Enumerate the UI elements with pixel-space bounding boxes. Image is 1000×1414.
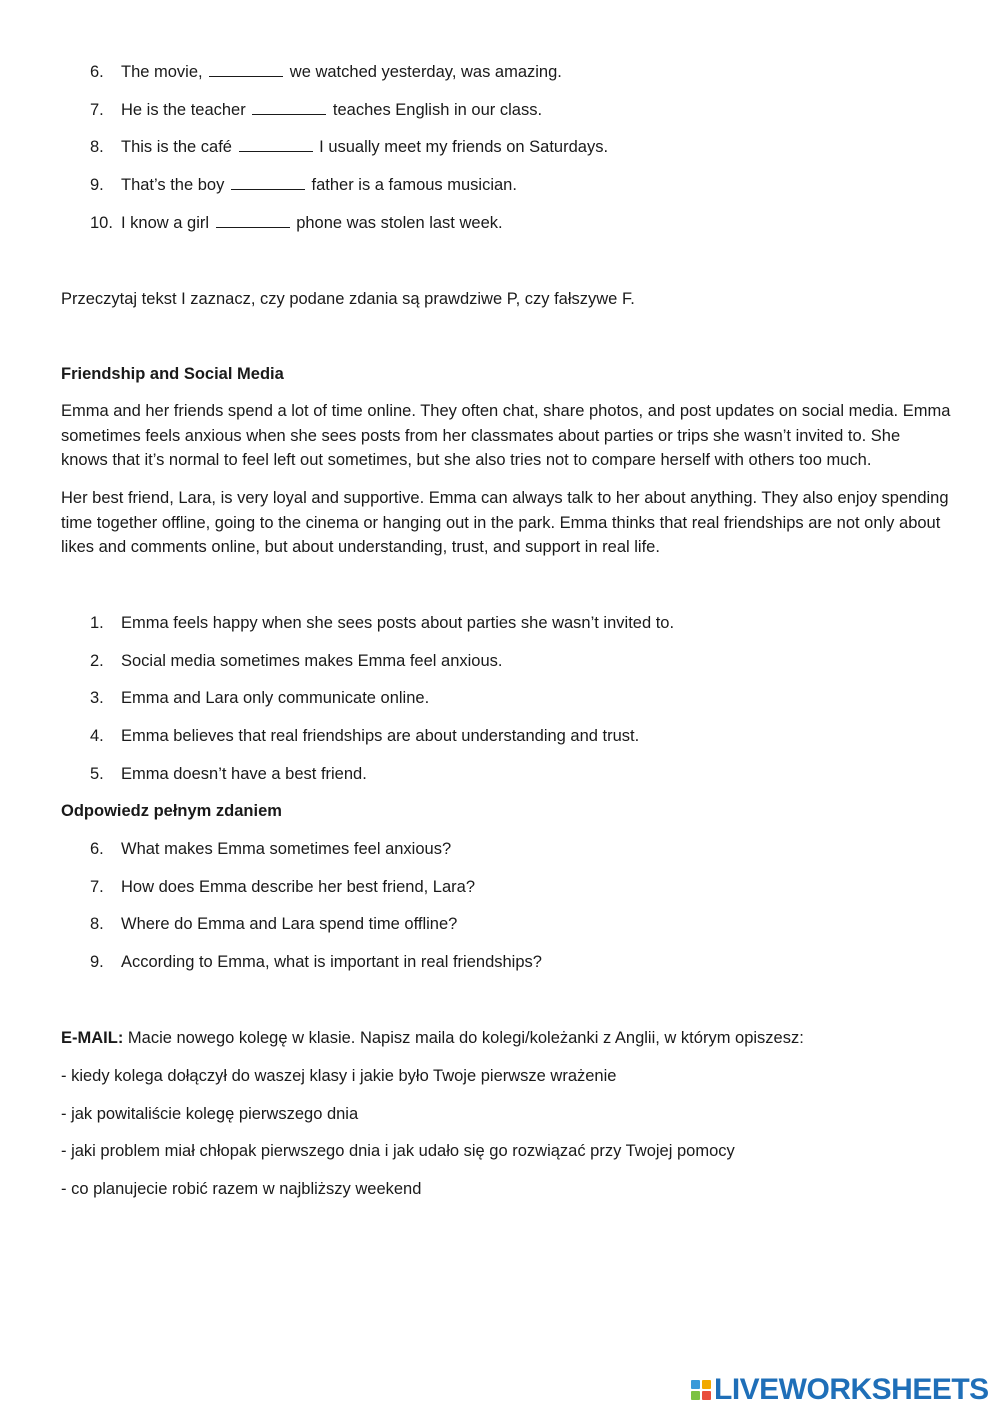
question-item (90, 837, 451, 861)
item-number: 3. (90, 689, 104, 707)
question-item (90, 950, 542, 974)
item-number: 9. (90, 176, 104, 194)
statement-text: Emma and Lara only communicate online. (121, 689, 430, 707)
item-number: 6. (90, 63, 104, 81)
answer-heading: Odpowiedz pełnym zdaniem (61, 802, 282, 820)
true-false-instruction: Przeczytaj tekst I zaznacz, czy podane zdania są prawdziwe P, czy fałszywe F. (61, 290, 635, 308)
question-item (90, 912, 457, 936)
reading-paragraph-1: Emma and her friends spend a lot of time online. They often chat, share photos, and post updates on social media. Emma sometimes feels anxious when she sees posts from her classmates about parties or trips she wasn’t invited to. She knows that it’s normal to feel left out sometimes, but she also tries not to compare herself with others too much. (61, 402, 951, 469)
gap-fill-item (90, 98, 542, 122)
statement-item (90, 649, 502, 673)
item-number: 1. (90, 614, 104, 632)
liveworksheets-logo-icon (691, 1380, 711, 1400)
liveworksheets-logo (691, 1374, 989, 1406)
item-number: 6. (90, 840, 104, 858)
answer-blank[interactable] (216, 212, 290, 228)
statement-text: Emma feels happy when she sees posts about parties she wasn’t invited to. (121, 614, 675, 632)
item-text-before: He is the teacher (121, 101, 251, 119)
question-text: How does Emma describe her best friend, Lara? (121, 878, 476, 896)
question-item (90, 875, 475, 899)
item-text-before: I know a girl (121, 214, 214, 232)
gap-fill-item (90, 211, 503, 235)
item-text-before: The movie, (121, 63, 208, 81)
question-text: What makes Emma sometimes feel anxious? (121, 840, 452, 858)
email-point: - co planujecie robić razem w najbliższy weekend (61, 1180, 422, 1198)
item-text-after: we watched yesterday, was amazing. (285, 63, 562, 81)
statement-item (90, 686, 429, 710)
statement-text: Emma believes that real friendships are about understanding and trust. (121, 727, 640, 745)
statement-item (90, 724, 639, 748)
item-text-after: phone was stolen last week. (291, 214, 503, 232)
item-text-before: This is the café (121, 138, 237, 156)
item-number: 8. (90, 138, 104, 156)
item-number: 8. (90, 915, 104, 933)
item-text-after: I usually meet my friends on Saturdays. (314, 138, 609, 156)
statement-item (90, 762, 367, 786)
reading-title: Friendship and Social Media (61, 365, 284, 383)
answer-blank[interactable] (252, 99, 326, 115)
email-point: - kiedy kolega dołączył do waszej klasy i jakie było Twoje pierwsze wrażenie (61, 1067, 617, 1085)
email-point: - jaki problem miał chłopak pierwszego dnia i jak udało się go rozwiązać przy Twojej pomocy (61, 1142, 735, 1160)
statement-text: Social media sometimes makes Emma feel anxious. (121, 652, 503, 670)
email-label: E-MAIL: (61, 1029, 124, 1047)
statement-item (90, 611, 674, 635)
answer-blank[interactable] (231, 174, 305, 190)
gap-fill-item (90, 173, 517, 197)
email-intro: Macie nowego kolegę w klasie. Napisz maila do kolegi/koleżanki z Anglii, w którym opiszesz: (123, 1029, 804, 1047)
item-number: 7. (90, 101, 104, 119)
item-number: 5. (90, 765, 104, 783)
reading-paragraph-2: Her best friend, Lara, is very loyal and supportive. Emma can always talk to her about anything. They also enjoy spending time together offline, going to the cinema or hanging out in the park. Emma thinks that real friendships are not only about likes and comments online, but about understanding, trust, and support in real life. (61, 489, 949, 556)
item-text-after: father is a famous musician. (306, 176, 517, 194)
gap-fill-item (90, 60, 562, 84)
item-number: 4. (90, 727, 104, 745)
item-number: 9. (90, 953, 104, 971)
logo-text: LIVEWORKSHEETS (714, 1373, 989, 1406)
email-point: - jak powitaliście kolegę pierwszego dnia (61, 1105, 359, 1123)
item-number: 7. (90, 878, 104, 896)
answer-blank[interactable] (239, 136, 313, 152)
item-number: 2. (90, 652, 104, 670)
answer-blank[interactable] (209, 61, 283, 77)
question-text: Where do Emma and Lara spend time offline? (121, 915, 458, 933)
statement-text: Emma doesn’t have a best friend. (121, 765, 367, 783)
question-text: According to Emma, what is important in real friendships? (121, 953, 542, 971)
item-number: 10. (90, 214, 113, 232)
gap-fill-item (90, 135, 608, 159)
item-text-before: That’s the boy (121, 176, 229, 194)
email-task (61, 1026, 804, 1050)
item-text-after: teaches English in our class. (328, 101, 543, 119)
